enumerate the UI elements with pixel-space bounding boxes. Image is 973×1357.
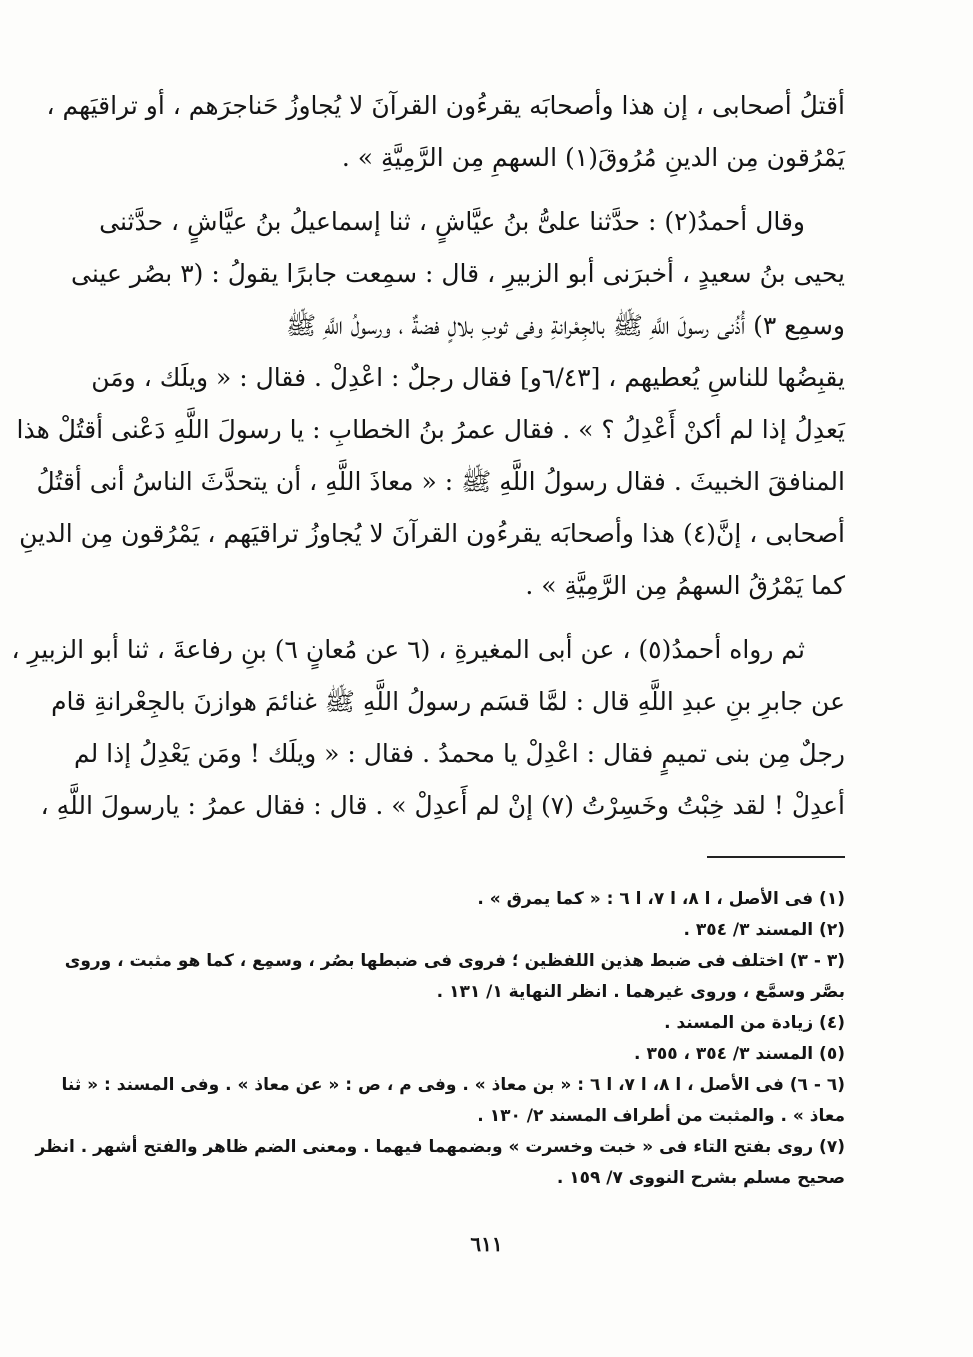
footnote-line: (٢) المسند ٣/ ٣٥٤ . <box>683 920 845 940</box>
footnote-line: (٣ - ٣) اختلف فى ضبط هذين اللفظين ؛ فروى فى ضبطها بصُر ، وسمِع ، كما هو مثبت ، وروى <box>64 951 845 971</box>
body-line: يقبِضُها للناسِ يُعطيهم ، [٦/٤٣و] فقال رجلٌ : اعْدِلْ . فقال : « ويلَك ، ومَن <box>91 363 845 392</box>
footnote-line: (٧) روى بفتح التاء فى « خبت وخسرت » وبضمهما فيهما . ومعنى الضم ظاهر والفتح أشهر . انظر <box>35 1137 845 1157</box>
footnote-line: (٥) المسند ٣/ ٣٥٤ ، ٣٥٥ . <box>634 1044 845 1064</box>
body-line: أقتلُ أصحابى ، إن هذا وأصحابَه يقرءُون القرآنَ لا يُجاوزُ حَناجرَهم ، أو تراقيَهم ، <box>46 91 845 120</box>
footnote-separator-rule <box>707 856 845 858</box>
body-line: وقال أحمدُ(٢) : حدَّثنا علىُّ بنُ عيَّاشٍ ، ثنا إسماعيلُ بنُ عيَّاشٍ ، حدَّثنى <box>99 207 805 236</box>
body-line: يَمْرُقون مِن الدينِ مُرُوقَ(١) السهمِ مِن الرَّمِيَّةِ » . <box>341 143 845 172</box>
paragraph-gap <box>130 612 845 624</box>
footnote-line: (٦ - ٦) فى الأصل ، ا ٨، ا ٧، ا ٦ : « بن معاذ » . وفى م ، ص : « عن معاذ » . وفى المسند : « ثنا <box>61 1075 845 1095</box>
body-line: يحيى بنُ سعيدٍ ، أخبرَنى أبو الزبيرِ ، قال : سمِعت جابرًا يقولُ : (٣ بصُر عينى <box>71 259 845 288</box>
main-text-body <box>11 80 845 832</box>
footnote-line: (٤) زيادة من المسند . <box>664 1013 845 1033</box>
footnote-line: صحيح مسلم بشرح النووى ٧/ ١٥٩ . <box>556 1168 845 1188</box>
footnote-line: (١) فى الأصل ، ا ٨، ا ٧، ا ٦ : « كما يمرق » . <box>477 889 845 909</box>
page-number: ٦١١ <box>470 1232 503 1256</box>
body-line: وسمِع ٣) أُذُنى رسولَ اللَّهِ ﷺ بالجِعْرانةِ وفى ثوبِ بلالٍ فضةٌ ، ورسولُ اللَّهِ ﷺ <box>285 311 845 340</box>
body-line: ثم رواه أحمدُ(٥) ، عن أبى المغيرةِ ، (٦ عن مُعانٍ ٦) بنِ رفاعةَ ، ثنا أبو الزبيرِ ، <box>11 635 805 664</box>
footnotes-section <box>35 884 845 1194</box>
body-line: المنافقَ الخبيثَ . فقال رسولُ اللَّهِ ﷺ : « معاذَ اللَّهِ ، أن يتحدَّثَ الناسُ أنى أقتُلُ <box>36 467 845 496</box>
footnote-line: بصَّر وسمَّع ، وروى غيرهما . انظر النهاية ١/ ١٣١ . <box>436 982 845 1002</box>
body-line: أعدِلْ ! لقد خِبْتُ وخَسِرْتُ (٧) إنْ لم أَعدِلْ » . قال : فقال عمرُ : يارسولَ اللَّهِ ، <box>40 791 845 820</box>
body-line: يَعدِلُ إذا لم أكنْ أَعْدِلُ ؟ » . فقال عمرُ بنُ الخطابِ : يا رسولَ اللَّهِ دَعْنى أقتُلْ هذا <box>16 415 845 444</box>
body-line: كما يَمْرُقُ السهمُ مِن الرَّمِيَّةِ » . <box>525 571 845 600</box>
paragraph-gap <box>130 184 845 196</box>
body-line: عن جابرِ بنِ عبدِ اللَّهِ قال : لمَّا قسَم رسولُ اللَّهِ ﷺ غنائمَ هوازنَ بالجِعْرانةِ قام <box>51 687 845 716</box>
footnote-line: معاذ » . والمثبت من أطراف المسند ٢/ ١٣٠ . <box>477 1106 845 1126</box>
body-line: رجلٌ مِن بنى تميمٍ فقال : اعْدِلْ يا محمدُ . فقال : « ويلَك ! ومَن يَعْدِلُ إذا لم <box>73 739 845 768</box>
body-line: أصحابى ، إنَّ(٤) هذا وأصحابَه يقرءُون القرآنَ لا يُجاوزُ تراقيَهم ، يَمْرُقون مِن الدينِ <box>19 519 845 548</box>
